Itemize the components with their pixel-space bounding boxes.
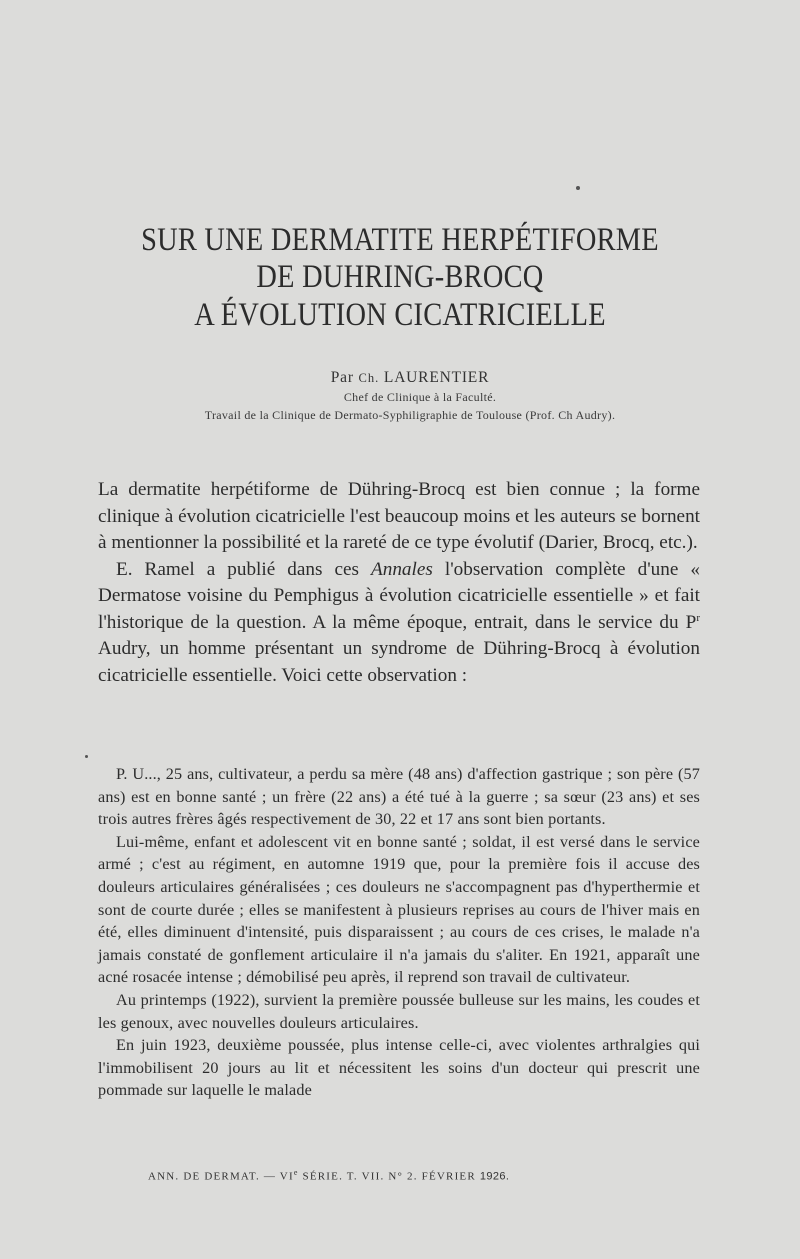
intro-paragraph-1: La dermatite herpétiforme de Dühring-Brocq est bien connue ; la forme clinique à évolution cicatricielle l'est beaucoup moins et les auteurs se bornent à mentionner la possibilité et la rareté de ce type évolutif (Darier, Brocq, etc.). — [98, 479, 700, 553]
title-line-2: DE DUHRING-BROCQ — [256, 259, 544, 295]
observation-paragraph-1: P. U..., 25 ans, cultivateur, a perdu sa mère (48 ans) d'affection gastrique ; son père (57 ans) est en bonne santé ; un frère (22 ans) a été tué à la guerre ; sa sœur (23 ans) et ses trois autres frères âgés respectivement de 30, 22 et 17 ans sont bien portants. — [98, 765, 700, 829]
author-name: LAURENTIER — [383, 369, 490, 386]
article-title — [0, 222, 800, 334]
intro-p2-text-b: l'observation complète d'une « Dermatose voisine du Pemphigus à évolution cicatricielle essentielle » et fait l'historique de la question. A la même époque, entrait, dans le service du P — [98, 558, 700, 633]
footer-series-sup: e — [293, 1168, 299, 1177]
footer-series: SÉRIE. T. VII. N° 2. FÉVRIER — [298, 1170, 480, 1183]
byline — [0, 368, 800, 424]
author-institution: Travail de la Clinique de Dermato-Syphiligraphie de Toulouse (Prof. Ch Audry). — [204, 408, 616, 422]
paper-speck — [576, 186, 580, 190]
journal-footer — [148, 1168, 509, 1183]
footer-journal: ANN. DE DERMAT. — VI — [148, 1170, 294, 1183]
journal-name: Annales — [371, 558, 433, 580]
byline-prefix: Par — [330, 369, 354, 386]
title-line-3: A ÉVOLUTION CICATRICIELLE — [194, 297, 606, 333]
observation-paragraph-4: En juin 1923, deuxième poussée, plus intense celle-ci, avec violentes arthralgies qui l'immobilisent 20 jours au lit et nécessitent les soins d'un docteur qui prescrit une pommade sur laquelle le malade — [98, 1036, 700, 1100]
observation-paragraph-2: Lui-même, enfant et adolescent vit en bonne santé ; soldat, il est versé dans le service armé ; c'est au régiment, en automne 1919 que, pour la première fois il accuse des douleurs articulaires généralisées ; ces douleurs ne s'accompagnent pas d'hyperthermie et sont de courte durée ; elles se manifestent à plusieurs reprises au cours de l'hiver mais en été, elles diminuent d'intensité, puis disparaissent ; au cours de ces crises, le malade n'a jamais constaté de gonflement articulaire il n'a jamais du s'aliter. En 1921, apparaît une acné rosacée intense ; démobilisé peu après, il reprend son travail de cultivateur. — [98, 832, 700, 987]
author-initial: Ch. — [358, 371, 380, 385]
author-line — [20, 368, 800, 388]
observation — [98, 763, 700, 1102]
observation-paragraph-3: Au printemps (1922), survient la première poussée bulleuse sur les mains, les coudes et les genoux, avec nouvelles douleurs articulaires. — [98, 990, 700, 1032]
paper-speck — [85, 755, 88, 758]
author-position: Chef de Clinique à la Faculté. — [343, 390, 497, 404]
intro-p2-text-a: E. Ramel a publié dans ces — [116, 558, 372, 580]
intro-paragraph-2 — [98, 557, 700, 690]
professor-abbrev-sup: r — [696, 611, 700, 624]
introduction — [98, 477, 700, 689]
title-line-1: SUR UNE DERMATITE HERPÉTIFORME — [141, 222, 659, 258]
intro-p2-text-c: Audry, un homme présentant un syndrome de Dühring-Brocq à évolution cicatricielle essentielle. Voici cette observation : — [98, 638, 700, 686]
footer-year: 1926. — [479, 1170, 510, 1183]
